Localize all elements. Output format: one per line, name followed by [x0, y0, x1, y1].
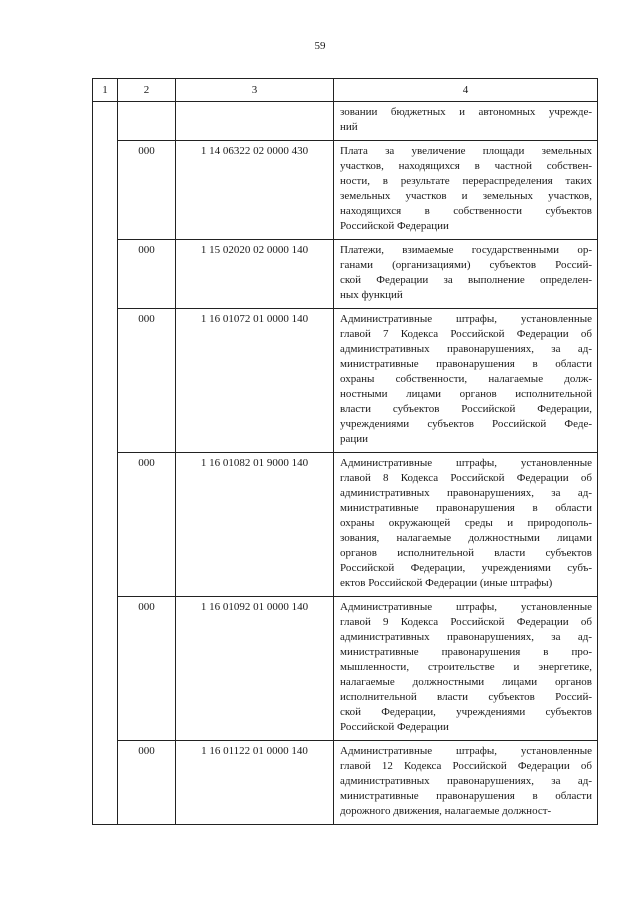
description-line: министративные правонарушения в про-	[340, 646, 592, 658]
budget-code-cell: 1 15 02020 02 0000 140	[176, 240, 334, 309]
description-line: административных правонарушениях, за ад-	[340, 487, 592, 499]
description-line: ных функций	[340, 289, 403, 301]
admin-code-cell: 000	[118, 597, 176, 741]
description-line: ской Федерации за выполнение определен-	[340, 274, 592, 286]
description-cell	[334, 240, 598, 309]
budget-code-cell	[176, 102, 334, 141]
admin-code-cell: 000	[118, 741, 176, 825]
column-header-1: 1	[93, 79, 118, 102]
description-line: главой 8 Кодекса Российской Федерации об	[340, 472, 592, 484]
description-line: главой 12 Кодекса Российской Федерации об	[340, 760, 592, 772]
description-line: ности, в результате перераспределения таких	[340, 175, 592, 187]
description-line: Российской Федерации	[340, 220, 449, 232]
description-line: главой 9 Кодекса Российской Федерации об	[340, 616, 592, 628]
column-header-2: 2	[118, 79, 176, 102]
description-line: административных правонарушениях, за ад-	[340, 631, 592, 643]
budget-code-cell: 1 16 01122 01 0000 140	[176, 741, 334, 825]
description-line: административных правонарушениях, за ад-	[340, 343, 592, 355]
description-line: министративные правонарушения в области	[340, 502, 592, 514]
column-header-4: 4	[334, 79, 598, 102]
description-line: находящихся в собственности субъектов	[340, 205, 592, 217]
description-cell	[334, 141, 598, 240]
description-cell	[334, 309, 598, 453]
description-line: министративные правонарушения в области	[340, 790, 592, 802]
description-line: административных правонарушениях, за ад-	[340, 775, 592, 787]
table-row	[93, 597, 598, 741]
description-line: Российской Федерации, учреждениями субъ-	[340, 562, 592, 574]
description-line: ний	[340, 121, 358, 133]
description-line: Плата за увеличение площади земельных	[340, 145, 592, 157]
description-line: Платежи, взимаемые государственными ор-	[340, 244, 592, 256]
description-line: земельных участков и земельных участков,	[340, 190, 592, 202]
description-line: Административные штрафы, установленные	[340, 313, 592, 325]
row-number-cell	[93, 102, 118, 825]
table-row	[93, 453, 598, 597]
description-cell	[334, 453, 598, 597]
table-header-row	[93, 79, 598, 102]
description-line: Российской Федерации	[340, 721, 449, 733]
description-line: Административные штрафы, установленные	[340, 457, 592, 469]
description-line: ской Федерации, учреждениями субъектов	[340, 706, 592, 718]
description-line: зовании бюджетных и автономных учрежде-	[340, 106, 592, 118]
description-line: Административные штрафы, установленные	[340, 601, 592, 613]
description-line: рации	[340, 433, 369, 445]
budget-code-cell: 1 16 01092 01 0000 140	[176, 597, 334, 741]
table-row	[93, 141, 598, 240]
description-line: мышленности, строительстве и энергетике,	[340, 661, 592, 673]
description-line: министративные правонарушения в области	[340, 358, 592, 370]
admin-code-cell	[118, 102, 176, 141]
column-header-3: 3	[176, 79, 334, 102]
description-line: Административные штрафы, установленные	[340, 745, 592, 757]
budget-codes-table	[92, 78, 598, 825]
budget-code-cell: 1 14 06322 02 0000 430	[176, 141, 334, 240]
description-line: главой 7 Кодекса Российской Федерации об	[340, 328, 592, 340]
description-line: ностными лицами органов исполнительной	[340, 388, 592, 400]
description-line: учреждениями субъектов Российской Феде-	[340, 418, 592, 430]
description-line: исполнительной власти субъектов Россий-	[340, 691, 592, 703]
description-line: налагаемые должностными лицами органов	[340, 676, 592, 688]
description-line: участков, находящихся в частной собствен-	[340, 160, 592, 172]
budget-code-cell: 1 16 01072 01 0000 140	[176, 309, 334, 453]
description-line: дорожного движения, налагаемые должност-	[340, 805, 552, 817]
table-row	[93, 741, 598, 825]
description-cell	[334, 597, 598, 741]
table-row	[93, 309, 598, 453]
admin-code-cell: 000	[118, 309, 176, 453]
description-line: ганами (организациями) субъектов Россий-	[340, 259, 592, 271]
table-row	[93, 102, 598, 141]
description-line: зования, налагаемые должностными лицами	[340, 532, 592, 544]
table-row	[93, 240, 598, 309]
description-line: охраны окружающей среды и природополь-	[340, 517, 592, 529]
admin-code-cell: 000	[118, 240, 176, 309]
description-cell	[334, 102, 598, 141]
description-cell	[334, 741, 598, 825]
description-line: власти субъектов Российской Федерации,	[340, 403, 592, 415]
description-line: органов исполнительной власти субъектов	[340, 547, 592, 559]
admin-code-cell: 000	[118, 141, 176, 240]
budget-code-cell: 1 16 01082 01 9000 140	[176, 453, 334, 597]
description-line: охраны собственности, налагаемые долж-	[340, 373, 592, 385]
admin-code-cell: 000	[118, 453, 176, 597]
table-body	[93, 102, 598, 825]
description-line: ектов Российской Федерации (иные штрафы)	[340, 577, 553, 589]
page-number: 59	[314, 40, 326, 52]
